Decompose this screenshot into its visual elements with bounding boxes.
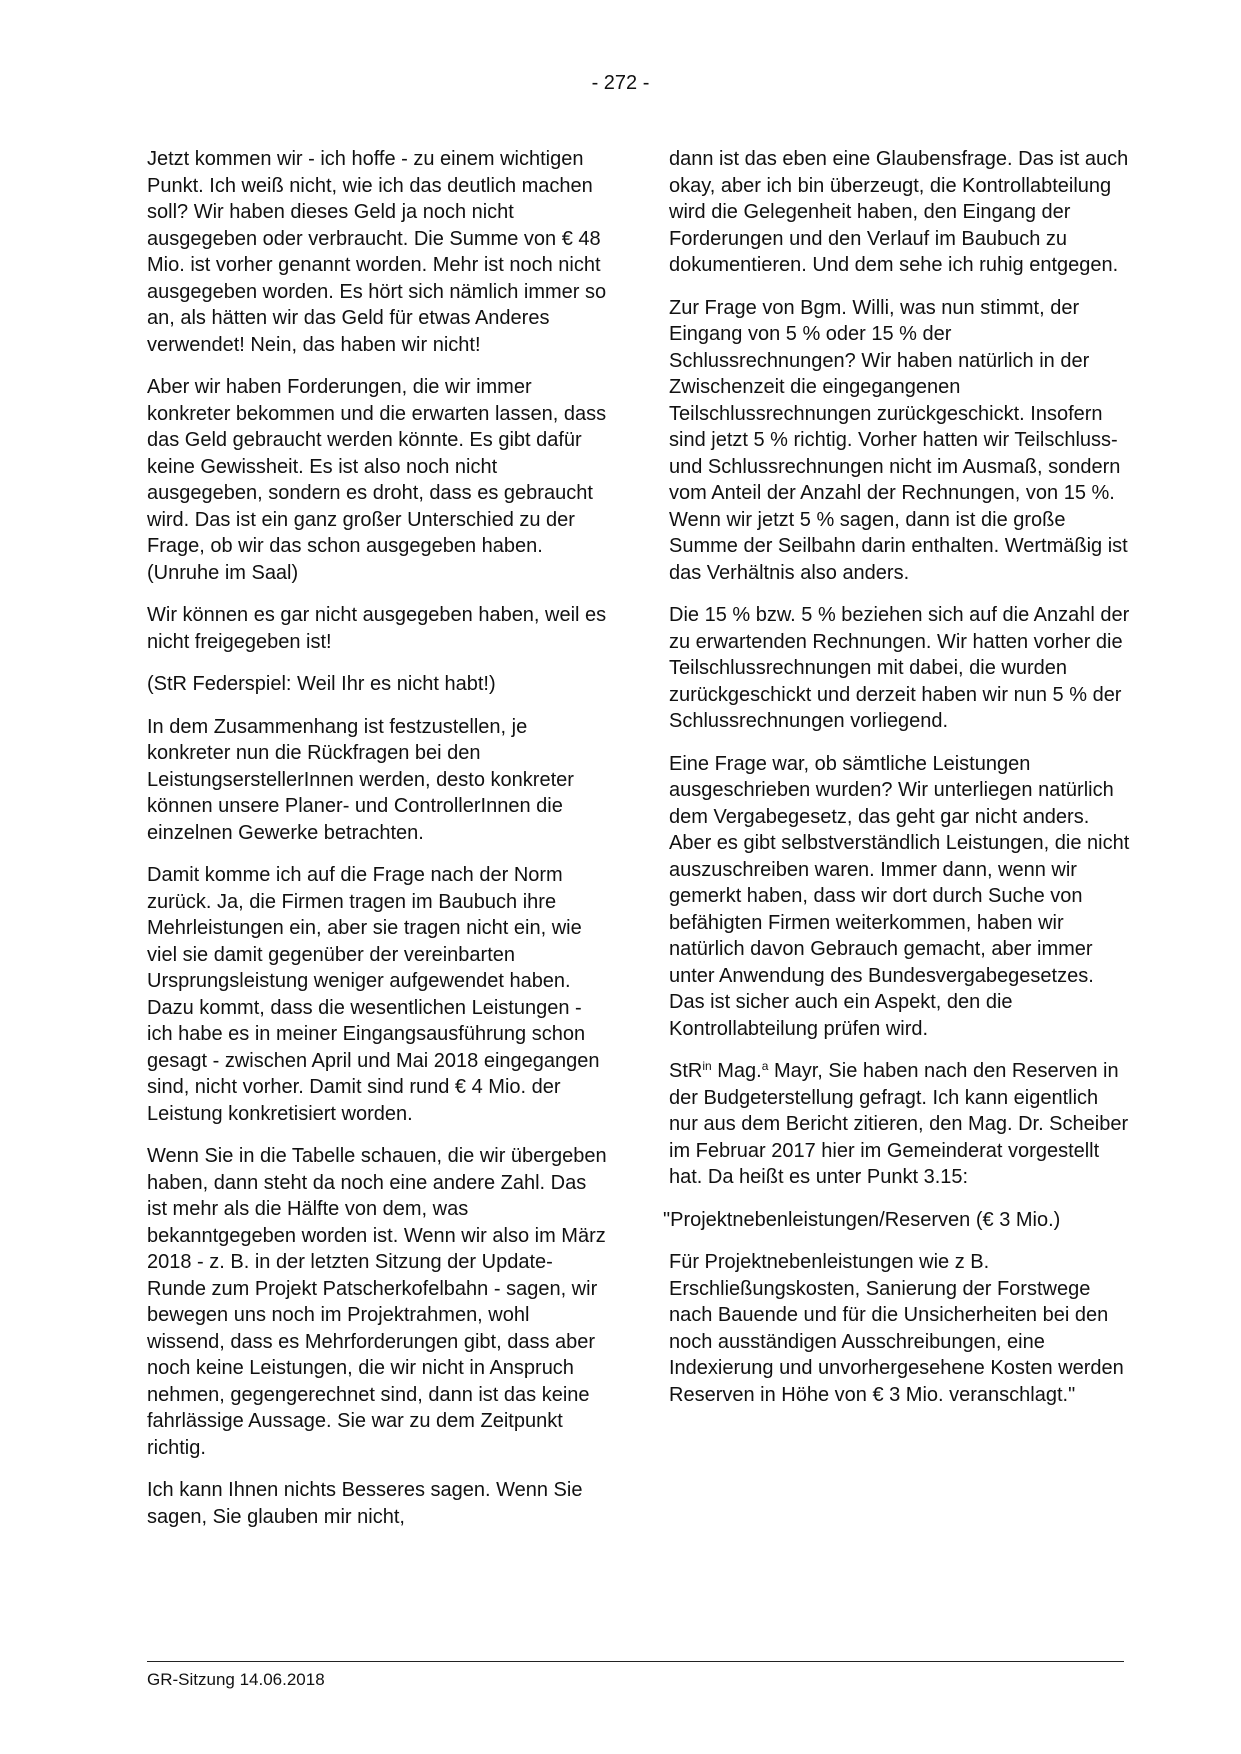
paragraph-text: Mayr, Sie haben nach den Reserven in der Budgeterstellung gefragt. Ich kann eigentlich nur aus dem Bericht zitieren, den Mag. Dr. Scheiber im Februar 2017 hier im Gemeinderat vorgestellt hat. Da heißt es unter Punkt 3.15:: [669, 1060, 1129, 1188]
paragraph: (StR Federspiel: Weil Ihr es nicht habt!): [147, 673, 496, 695]
superscript: a: [761, 1059, 769, 1073]
paragraph: Wir können es gar nicht ausgegeben haben, weil es nicht freigegeben ist!: [147, 604, 607, 653]
paragraph: Aber wir haben Forderungen, die wir immer konkreter bekommen und die erwarten lassen, dass das Geld gebraucht werden könnte. Es gibt dafür keine Gewissheit. Es ist also noch nicht ausgegeben, sondern es droht, dass es gebraucht wird. Das ist ein ganz großer Unterschied zu der Frage, ob wir das schon ausgegeben haben. (Unruhe im Saal): [147, 376, 607, 584]
paragraph: Wenn Sie in die Tabelle schauen, die wir übergeben haben, dann steht da noch eine andere Zahl. Das ist mehr als die Hälfte von dem, was bekanntgegeben worden ist. Wenn wir also im März 2018 - z. B. in der letzten Sitzung der Update-Runde zum Projekt Patscherkofelbahn - sagen, wir bewegen uns noch im Projektrahmen, wohl wissend, dass es Mehrforderungen gibt, dass aber noch keine Leistungen, die wir nicht in Anspruch nehmen, gegengerechnet sind, dann ist das keine fahrlässige Aussage. Sie war zu dem Zeitpunkt richtig.: [147, 1145, 607, 1459]
right-column: [663, 146, 1131, 1424]
paragraph: Damit komme ich auf die Frage nach der Norm zurück. Ja, die Firmen tragen im Baubuch ihre Mehrleistungen ein, aber sie tragen nicht ein, wie viel sie damit gegenüber der vereinbarten Ursprungsleistung weniger aufgewendet haben. Dazu kommt, dass die wesentlichen Leistungen - ich habe es in meiner Eingangsausführung schon gesagt - zwischen April und Mai 2018 eingegangen sind, nicht vorher. Damit sind rund € 4 Mio. der Leistung konkretisiert worden.: [147, 864, 600, 1125]
quote-heading: "Projektnebenleistungen/Reserven (€ 3 Mio.): [663, 1208, 1061, 1231]
paragraph: In dem Zusammenhang ist festzustellen, je konkreter nun die Rückfragen bei den LeistungserstellerInnen werden, desto konkreter können unsere Planer- und ControllerInnen die einzelnen Gewerke betrachten.: [147, 715, 574, 844]
speaker-title-mag: Mag.: [711, 1060, 762, 1082]
paragraph: dann ist das eben eine Glaubensfrage. Das ist auch okay, aber ich bin überzeugt, die Kontrollabteilung wird die Gelegenheit haben, den Eingang der Forderungen und den Verlauf im Baubuch zu dokumentieren. Und dem sehe ich ruhig entgegen.: [669, 148, 1129, 276]
speaker-title: StR: [669, 1060, 703, 1082]
paragraph: Die 15 % bzw. 5 % beziehen sich auf die Anzahl der zu erwartenden Rechnungen. Wir hatten vorher die Teilschlussrechnungen mit dabei, die wurden zurückgeschickt und derzeit haben wir nun 5 % der Schlussrechnungen vorliegend.: [669, 604, 1130, 732]
paragraph: Zur Frage von Bgm. Willi, was nun stimmt, der Eingang von 5 % oder 15 % der Schlussrechnungen? Wir haben natürlich in der Zwischenzeit die eingegangenen Teilschlussrechnungen zurückgeschickt. Insofern sind jetzt 5 % richtig. Vorher hatten wir Teilschluss- und Schlussrechnungen nicht im Ausmaß, sondern vom Anteil der Anzahl der Rechnungen, von 15 %. Wenn wir jetzt 5 % sagen, dann ist die große Summe der Seilbahn darin enthalten. Wertmäßig ist das Verhältnis also anders.: [669, 296, 1128, 584]
paragraph: Eine Frage war, ob sämtliche Leistungen ausgeschrieben wurden? Wir unterliegen natürlich dem Vergabegesetz, das geht gar nicht anders. Aber es gibt selbstverständlich Leistungen, die nicht auszuschreiben waren. Immer dann, wenn wir gemerkt haben, dass wir dort durch Suche von befähigten Firmen weiterkommen, haben wir natürlich davon Gebrauch gemacht, aber immer unter Anwendung des Bundesvergabegesetzes. Das ist sicher auch ein Aspekt, den die Kontrollabteilung prüfen wird.: [669, 752, 1130, 1040]
superscript: in: [702, 1059, 712, 1073]
footer-rule: [147, 1661, 1124, 1662]
footer-text: GR-Sitzung 14.06.2018: [147, 1670, 325, 1689]
page-number: - 272 -: [591, 72, 650, 94]
left-column: [147, 146, 609, 1546]
paragraph: Ich kann Ihnen nichts Besseres sagen. Wenn Sie sagen, Sie glauben mir nicht,: [147, 1479, 583, 1528]
paragraph: Jetzt kommen wir - ich hoffe - zu einem wichtigen Punkt. Ich weiß nicht, wie ich das deutlich machen soll? Wir haben dieses Geld ja noch nicht ausgegeben oder verbraucht. Die Summe von € 48 Mio. ist vorher genannt worden. Mehr ist noch nicht ausgegeben worden. Es hört sich nämlich immer so an, als hätten wir das Geld für etwas Anderes verwendet! Nein, das haben wir nicht!: [147, 148, 607, 356]
paragraph: [669, 1058, 1131, 1191]
quote-paragraph: Für Projektnebenleistungen wie z B. Erschließungskosten, Sanierung der Forstwege nach Bauende und für die Unsicherheiten bei den noch ausständigen Ausschreibungen, eine Indexierung und unvorhergesehene Kosten werden Reserven in Höhe von € 3 Mio. veranschlagt.": [669, 1251, 1124, 1406]
